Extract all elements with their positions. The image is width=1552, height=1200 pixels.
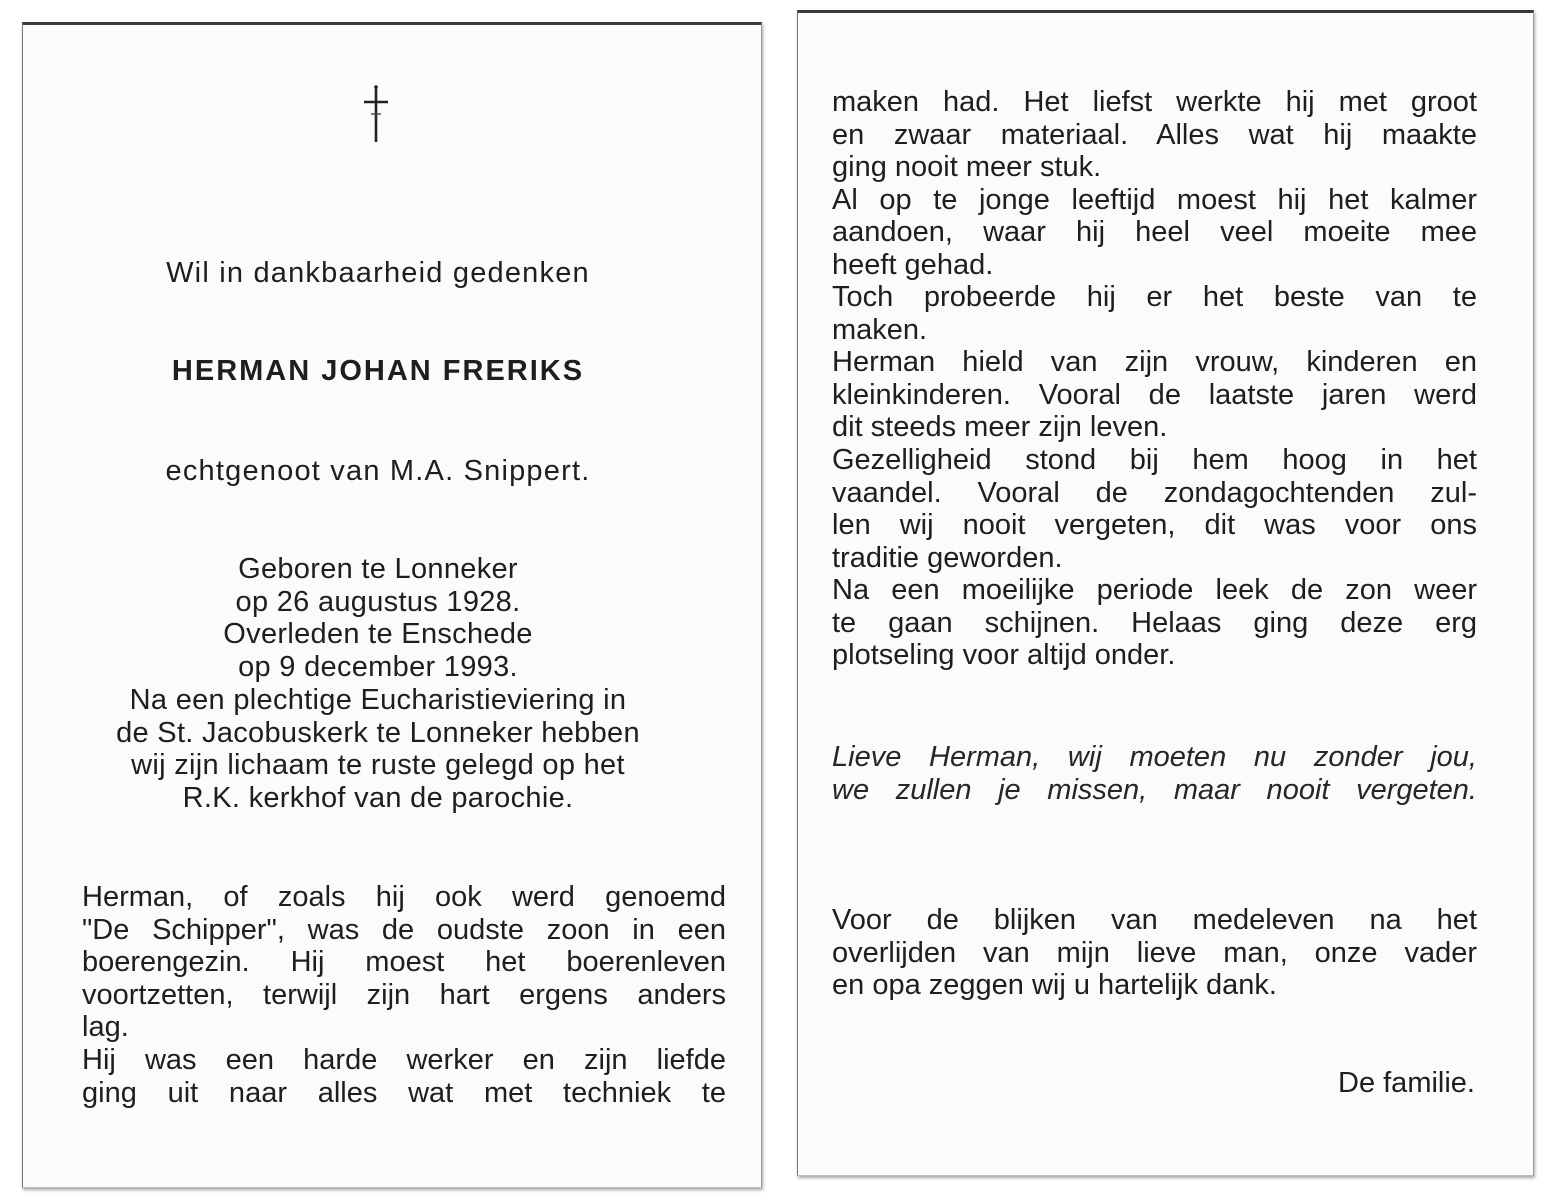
story-line: Al op te jonge leeftijd moest hij het kalmer bbox=[832, 183, 1477, 216]
story-line: en zwaar materiaal. Alles wat hij maakte bbox=[832, 118, 1477, 151]
intro-line: Wil in dankbaarheid gedenken bbox=[166, 257, 590, 289]
dates-line: R.K. kerkhof van de parochie. bbox=[182, 781, 574, 814]
closing-line: Lieve Herman, wij moeten nu zonder jou, bbox=[832, 741, 1477, 773]
closing-line: we zullen je missen, maar nooit vergeten. bbox=[832, 773, 1477, 806]
dates-line: Overleden te Enschede bbox=[223, 618, 533, 651]
dates-line: op 26 augustus 1928. bbox=[235, 585, 521, 618]
story-line: plotseling voor altijd onder. bbox=[832, 639, 1176, 672]
dates-line: Geboren te Lonneker bbox=[238, 553, 518, 585]
dates-line: Na een plechtige Eucharistieviering in bbox=[129, 683, 627, 716]
life-story-paragraph bbox=[82, 881, 726, 1109]
closing-verse bbox=[832, 741, 1477, 806]
story-line: aandoen, waar hij heel veel moeite mee bbox=[832, 216, 1477, 249]
cross-icon bbox=[356, 82, 396, 146]
thanks-paragraph bbox=[832, 904, 1477, 1002]
family-signoff: De familie. bbox=[1338, 1067, 1475, 1099]
story-line: maken had. Het liefst werkte hij met groot bbox=[832, 86, 1477, 118]
dates-block bbox=[0, 553, 756, 815]
life-story-continued bbox=[832, 86, 1477, 672]
story-line: "De Schipper", was de oudste zoon in een bbox=[82, 913, 726, 946]
story-line: Herman hield van zijn vrouw, kinderen en bbox=[832, 346, 1477, 379]
story-line: Gezelligheid stond bij hem hoog in het bbox=[832, 444, 1477, 477]
story-line: te gaan schijnen. Helaas ging deze erg bbox=[832, 606, 1477, 639]
story-line: voortzetten, terwijl zijn hart ergens anders bbox=[82, 978, 726, 1011]
story-line: vaandel. Vooral de zondagochtenden zul- bbox=[832, 476, 1477, 509]
story-line: heeft gehad. bbox=[832, 248, 994, 281]
dates-line: wij zijn lichaam te ruste gelegd op het bbox=[131, 749, 625, 782]
story-line: lag. bbox=[82, 1011, 129, 1044]
dates-line: de St. Jacobuskerk te Lonneker hebben bbox=[116, 716, 640, 749]
thanks-line: en opa zeggen wij u hartelijk dank. bbox=[832, 969, 1277, 1002]
story-line: maken. bbox=[832, 313, 928, 346]
spouse-line: echtgenoot van M.A. Snippert. bbox=[165, 455, 591, 487]
story-line: Na een moeilijke periode leek de zon weer bbox=[832, 574, 1477, 607]
story-line: boerengezin. Hij moest het boerenleven bbox=[82, 946, 726, 979]
deceased-name: HERMAN JOHAN FRERIKS bbox=[171, 355, 585, 387]
story-line: Hij was een harde werker en zijn liefde bbox=[82, 1043, 726, 1076]
dates-line: op 9 december 1993. bbox=[238, 651, 518, 684]
story-line: len wij nooit vergeten, dit was voor ons bbox=[832, 509, 1477, 542]
story-line: Herman, of zoals hij ook werd genoemd bbox=[82, 881, 726, 913]
story-line: ging uit naar alles wat met techniek te bbox=[82, 1076, 726, 1109]
story-line: traditie geworden. bbox=[832, 541, 1063, 574]
story-line: kleinkinderen. Vooral de laatste jaren werd bbox=[832, 378, 1477, 411]
thanks-line: Voor de blijken van medeleven na het bbox=[832, 904, 1477, 936]
thanks-line: overlijden van mijn lieve man, onze vader bbox=[832, 936, 1477, 969]
story-line: Toch probeerde hij er het beste van te bbox=[832, 281, 1477, 314]
story-line: dit steeds meer zijn leven. bbox=[832, 411, 1168, 444]
story-line: ging nooit meer stuk. bbox=[832, 151, 1102, 184]
